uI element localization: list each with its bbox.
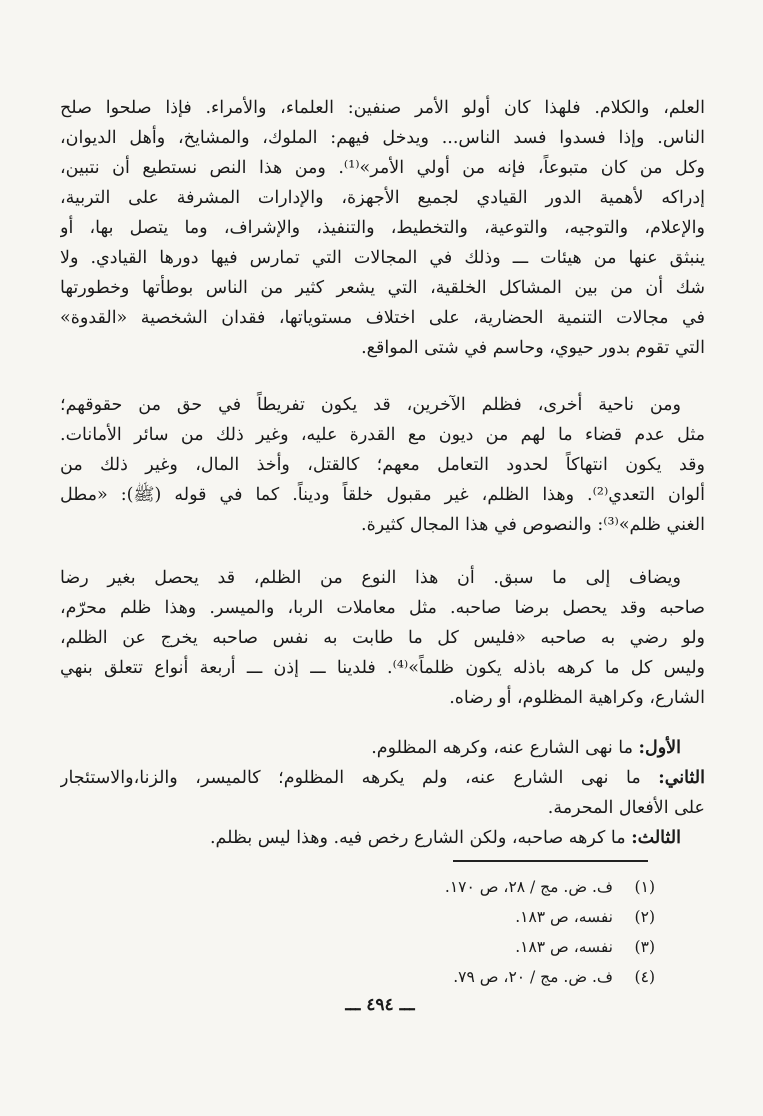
- types-list: [60, 733, 705, 853]
- text-line: مثل عدم قضاء ما لهم من ديون مع القدرة عليه، وغير ذلك من سائر الأمانات.: [60, 425, 705, 445]
- text-line: في مجالات التنمية الحضارية، على اختلاف مستوياتها، فقدان الشخصية «القدوة»: [60, 308, 705, 328]
- text-line: صاحبه وقد يحصل برضا صاحبه. مثل معاملات الربا، والميسر. وهذا ظلم محرّم،: [60, 598, 705, 618]
- type-label: الثالث:: [631, 828, 681, 848]
- type-second-continued: على الأفعال المحرمة.: [547, 798, 705, 818]
- text-line: وقد يكون انتهاكاً لحدود التعامل معهم؛ كالقتل، وأخذ المال، وغير ذلك من: [60, 455, 705, 475]
- footnote-item: [340, 932, 655, 962]
- text-line: إدراكه لأهمية الدور القيادي لجميع الأجهزة، والإدارات المشرفة على التربية،: [60, 188, 705, 208]
- footnote-number: (١): [634, 878, 655, 896]
- footnote-number: (٣): [634, 938, 655, 956]
- text-line: ويضاف إلى ما سبق. أن هذا النوع من الظلم، قد يحصل بغير رضا: [60, 568, 681, 588]
- text-line: ينبثق عنها من هيئات ـــ وذلك في المجالات التي تمارس فيها دورها القيادي. ولا: [60, 248, 705, 268]
- text-line: ومن ناحية أخرى، فظلم الآخرين، قد يكون تفريطاً في حق من حقوقهم؛: [60, 395, 681, 415]
- type-text: ما كرهه صاحبه، ولكن الشارع رخص فيه. وهذا ليس بظلم.: [209, 828, 632, 848]
- footnote-item: [340, 902, 655, 932]
- footnote-item: [340, 872, 655, 902]
- footnote-text: نفسه، ص ١٨٣.: [515, 908, 613, 926]
- type-text: ما نهى الشارع عنه، وكرهه المظلوم.: [371, 738, 639, 758]
- footnote-text: نفسه، ص ١٨٣.: [515, 938, 613, 956]
- text-line: شك أن من بين المشاكل الخلقية، التي يشعر كثير من الناس بوطأتها وخطورتها: [60, 278, 705, 298]
- text-line: وكل من كان متبوعاً، فإنه من أولي الأمر»⁽¹⁾. ومن هذا النص نستطيع أن نتبين،: [60, 158, 705, 178]
- type-text: ما نهى الشارع عنه، ولم يكرهه المظلوم؛ كالميسر، والزنا،والاستئجار: [60, 768, 659, 788]
- type-label: الأول:: [638, 738, 681, 758]
- text-line: العلم، والكلام. فلهذا كان أولو الأمر صنفين: العلماء، والأمراء. فإذا صلحوا صلح: [60, 98, 705, 118]
- footnote-text: ف. ض. مج / ٢٨، ص ١٧٠.: [444, 878, 613, 896]
- type-first: [60, 733, 705, 763]
- paragraph-consent: [60, 563, 705, 713]
- type-label: الثاني:: [658, 768, 705, 788]
- footnote-item: [340, 962, 655, 992]
- footnote-number: (٢): [634, 908, 655, 926]
- footnotes: [340, 872, 655, 992]
- text-line: الناس. وإذا فسدوا فسد الناس... ويدخل فيهم: الملوك، والمشايخ، وأهل الديوان،: [60, 128, 705, 148]
- text-line: التي تقوم بدور حيوي، وحاسم في شتى المواقع.: [361, 338, 705, 358]
- text-line: ألوان التعدي⁽²⁾. وهذا الظلم، غير مقبول خلقاً وديناً. كما في قوله (ﷺ): «مطل: [60, 485, 705, 505]
- text-line: الشارع، وكراهية المظلوم، أو رضاه.: [449, 688, 705, 708]
- paragraph-leaders: [60, 93, 705, 363]
- paragraph-oppression-others: [60, 390, 705, 540]
- type-third: [60, 823, 705, 853]
- text-line: وليس كل ما كرهه باذله يكون ظلماً»⁽⁴⁾. فلدينا ـــ إذن ـــ أربعة أنواع تتعلق بنهي: [60, 658, 705, 678]
- footnote-divider: [453, 860, 648, 862]
- footnote-text: ف. ض. مج / ٢٠، ص ٧٩.: [453, 968, 613, 986]
- text-line: ولو رضي به صاحبه «فليس كل ما طابت به نفس صاحبه يخرج عن الظلم،: [60, 628, 705, 648]
- footnote-number: (٤): [634, 968, 655, 986]
- text-line: الغني ظلم»⁽³⁾: والنصوص في هذا المجال كثيرة.: [361, 515, 705, 535]
- text-line: والإعلام، والتوجيه، والتوعية، والتخطيط، والتنفيذ، والإشراف، وما يتصل بها، أو: [60, 218, 705, 238]
- type-second: [60, 763, 705, 793]
- page-number: ـــ ٤٩٤ ـــ: [345, 995, 415, 1015]
